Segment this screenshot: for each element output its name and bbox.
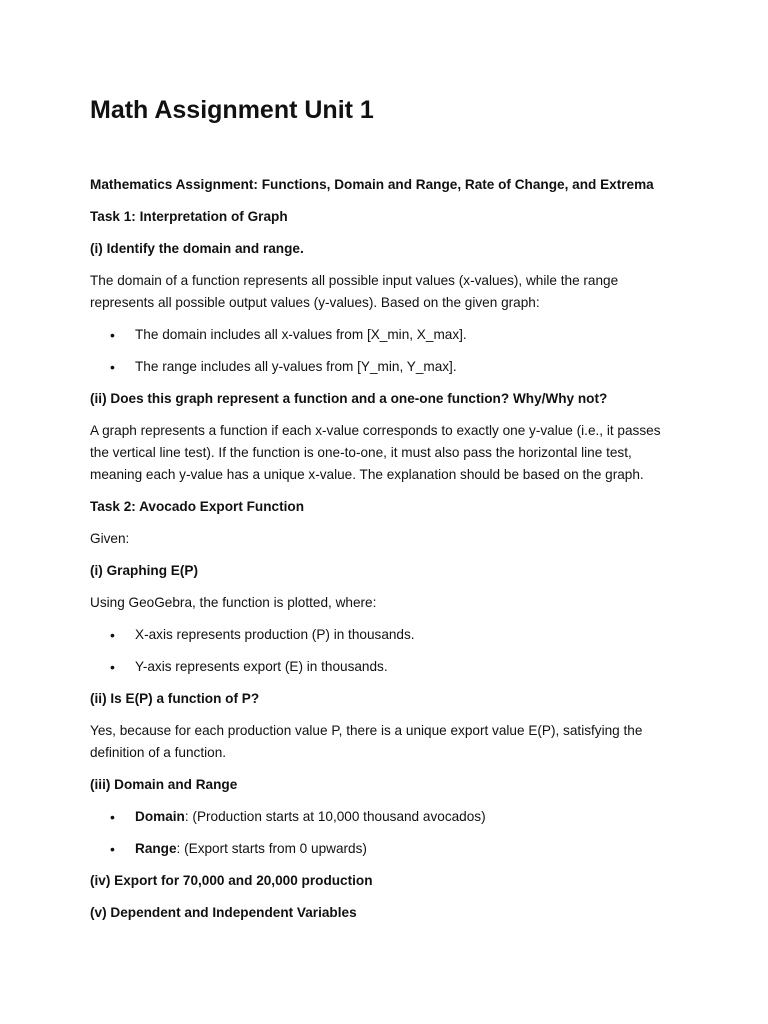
range-description: : (Export starts from 0 upwards) (176, 841, 367, 856)
list-item-text (135, 806, 486, 828)
list-item-text: The range includes all y-values from [Y_min, Y_max]. (135, 359, 457, 374)
page-title: Math Assignment Unit 1 (90, 96, 374, 124)
range-term: Range (135, 841, 177, 856)
domain-term: Domain (135, 809, 185, 824)
task2-heading: Task 2: Avocado Export Function (90, 499, 305, 514)
task1-heading: Task 1: Interpretation of Graph (90, 209, 288, 224)
task1-part-ii-heading: (ii) Does this graph represent a function and a one-one function? Why/Why not? (90, 391, 608, 406)
bullet-icon: • (110, 359, 115, 375)
domain-description: : (Production starts at 10,000 thousand avocados) (184, 809, 486, 824)
task2-part-i-heading: (i) Graphing E(P) (90, 563, 198, 578)
list-item-text: X-axis represents production (P) in thousands. (135, 627, 415, 642)
bullet-icon: • (110, 841, 115, 857)
list-item-text (135, 838, 367, 860)
task2-part-iii-heading: (iii) Domain and Range (90, 777, 238, 792)
task1-part-i-heading: (i) Identify the domain and range. (90, 241, 304, 256)
task2-part-i-paragraph: Using GeoGebra, the function is plotted, where: (90, 595, 377, 610)
task2-given: Given: (90, 531, 130, 546)
bullet-icon: • (110, 809, 115, 825)
task2-part-iv-heading: (iv) Export for 70,000 and 20,000 production (90, 873, 373, 888)
list-item-text: The domain includes all x-values from [X_min, X_max]. (135, 327, 467, 342)
task2-part-ii-paragraph: Yes, because for each production value P, there is a unique export value E(P), satisfying the definition of a function. (90, 723, 643, 760)
task1-part-i-paragraph: The domain of a function represents all possible input values (x-values), while the range represents all possible output values (y-values). Based on the given graph: (90, 273, 619, 310)
task1-part-ii-paragraph: A graph represents a function if each x-value corresponds to exactly one y-value (i.e., it passes the vertical line test). If the function is one-to-one, it must also pass the horizontal line test, meaning each y-value has a unique x-value. The explanation should be based on the graph. (90, 423, 661, 482)
list-item-text: Y-axis represents export (E) in thousands. (135, 659, 388, 674)
bullet-icon: • (110, 659, 115, 675)
assignment-subtitle: Mathematics Assignment: Functions, Domain and Range, Rate of Change, and Extrema (90, 177, 654, 192)
bullet-icon: • (110, 627, 115, 643)
task2-part-ii-heading: (ii) Is E(P) a function of P? (90, 691, 260, 706)
task2-part-v-heading: (v) Dependent and Independent Variables (90, 905, 357, 920)
bullet-icon: • (110, 327, 115, 343)
